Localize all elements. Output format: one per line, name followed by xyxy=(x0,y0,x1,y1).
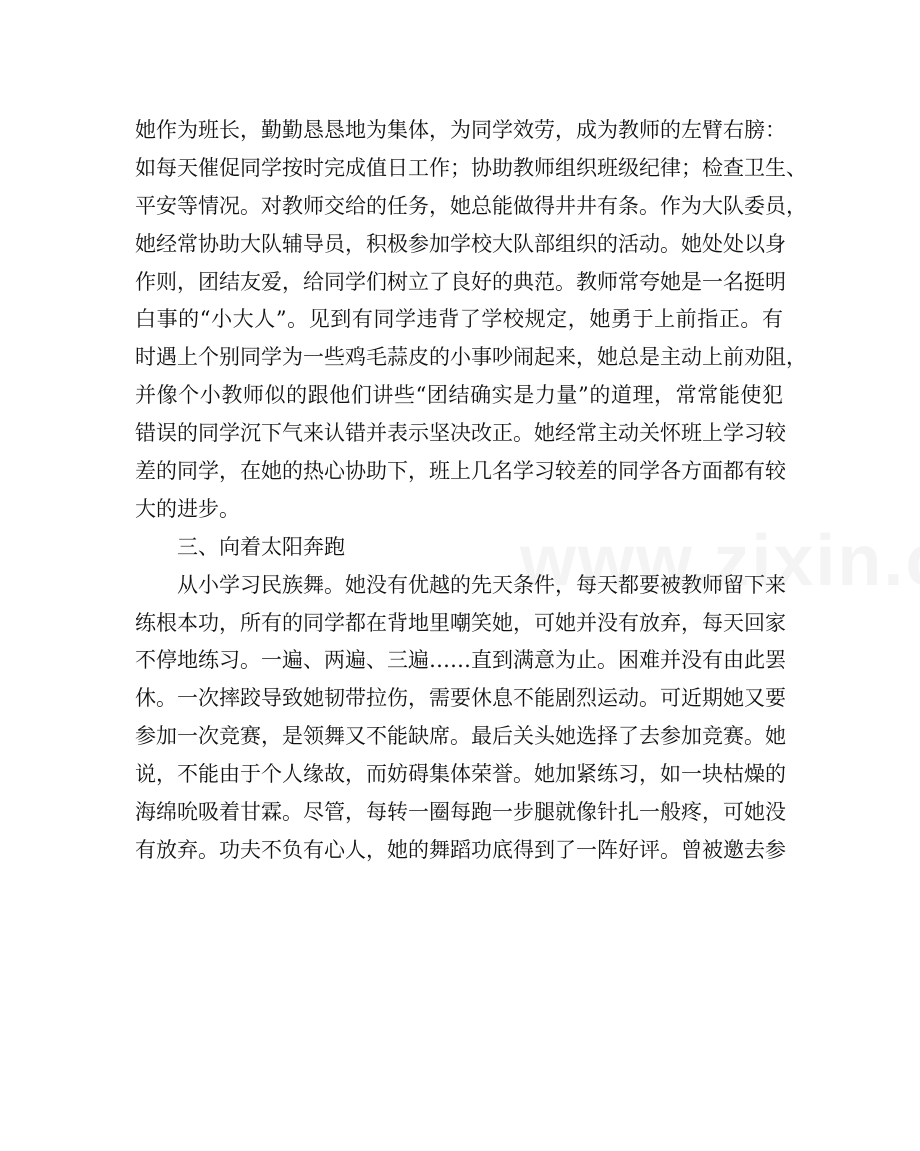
section-heading: 三、向着太阳奔跑 xyxy=(177,534,345,559)
paragraph-1-line: 白事的“小大人”。见到有同学违背了学校规定，她勇于上前指正。有 xyxy=(135,307,783,332)
paragraph-1-line: 如每天催促同学按时完成值日工作；协助教师组织班级纪律；检查卫生、 xyxy=(135,155,807,180)
paragraph-2-line: 练根本功，所有的同学都在背地里嘲笑她，可她并没有放弃，每天回家 xyxy=(135,610,786,635)
paragraph-1-line: 她作为班长，勤勤恳恳地为集体，为同学效劳，成为教师的左臂右膀： xyxy=(135,118,786,142)
paragraph-2-line: 说，不能由于个人缘故，而妨碍集体荣誉。她加紧练习，如一块枯燥的 xyxy=(135,762,786,787)
paragraph-2-line: 从小学习民族舞。她没有优越的先天条件，每天都要被教师留下来 xyxy=(177,572,786,597)
paragraph-2-line: 不停地练习。一遍、两遍、三遍……直到满意为止。困难并没有由此罢 xyxy=(135,648,786,673)
paragraph-1-line: 错误的同学沉下气来认错并表示坚决改正。她经常主动关怀班上学习较 xyxy=(135,421,786,446)
document-body xyxy=(135,112,807,870)
paragraph-1-line: 时遇上个别同学为一些鸡毛蒜皮的小事吵闹起来，她总是主动上前劝阻， xyxy=(135,345,807,370)
paragraph-1-line: 作则，团结友爱，给同学们树立了良好的典范。教师常夸她是一名挺明 xyxy=(135,269,786,294)
paragraph-2-line: 海绵吮吸着甘霖。尽管，每转一圈每跑一步腿就像针扎一般疼，可她没 xyxy=(135,800,786,825)
paragraph-1-line: 她经常协助大队辅导员，积极参加学校大队部组织的活动。她处处以身 xyxy=(135,231,786,256)
paragraph-2-line: 参加一次竞赛，是领舞又不能缺席。最后关头她选择了去参加竞赛。她 xyxy=(135,724,786,749)
paragraph-1-line: 差的同学，在她的热心协助下，班上几名学习较差的同学各方面都有较 xyxy=(135,459,786,484)
paragraph-1-line: 大的进步。 xyxy=(135,496,240,521)
paragraph-1-line: 平安等情况。对教师交给的任务，她总能做得井井有条。作为大队委员， xyxy=(135,193,807,218)
paragraph-2-line: 休。一次摔跤导致她韧带拉伤，需要休息不能剧烈运动。可近期她又要 xyxy=(135,686,786,711)
paragraph-2-line: 有放弃。功夫不负有心人，她的舞蹈功底得到了一阵好评。曾被邀去参 xyxy=(135,837,786,862)
paragraph-1-line: 并像个小教师似的跟他们讲些“团结确实是力量”的道理，常常能使犯 xyxy=(135,383,783,408)
